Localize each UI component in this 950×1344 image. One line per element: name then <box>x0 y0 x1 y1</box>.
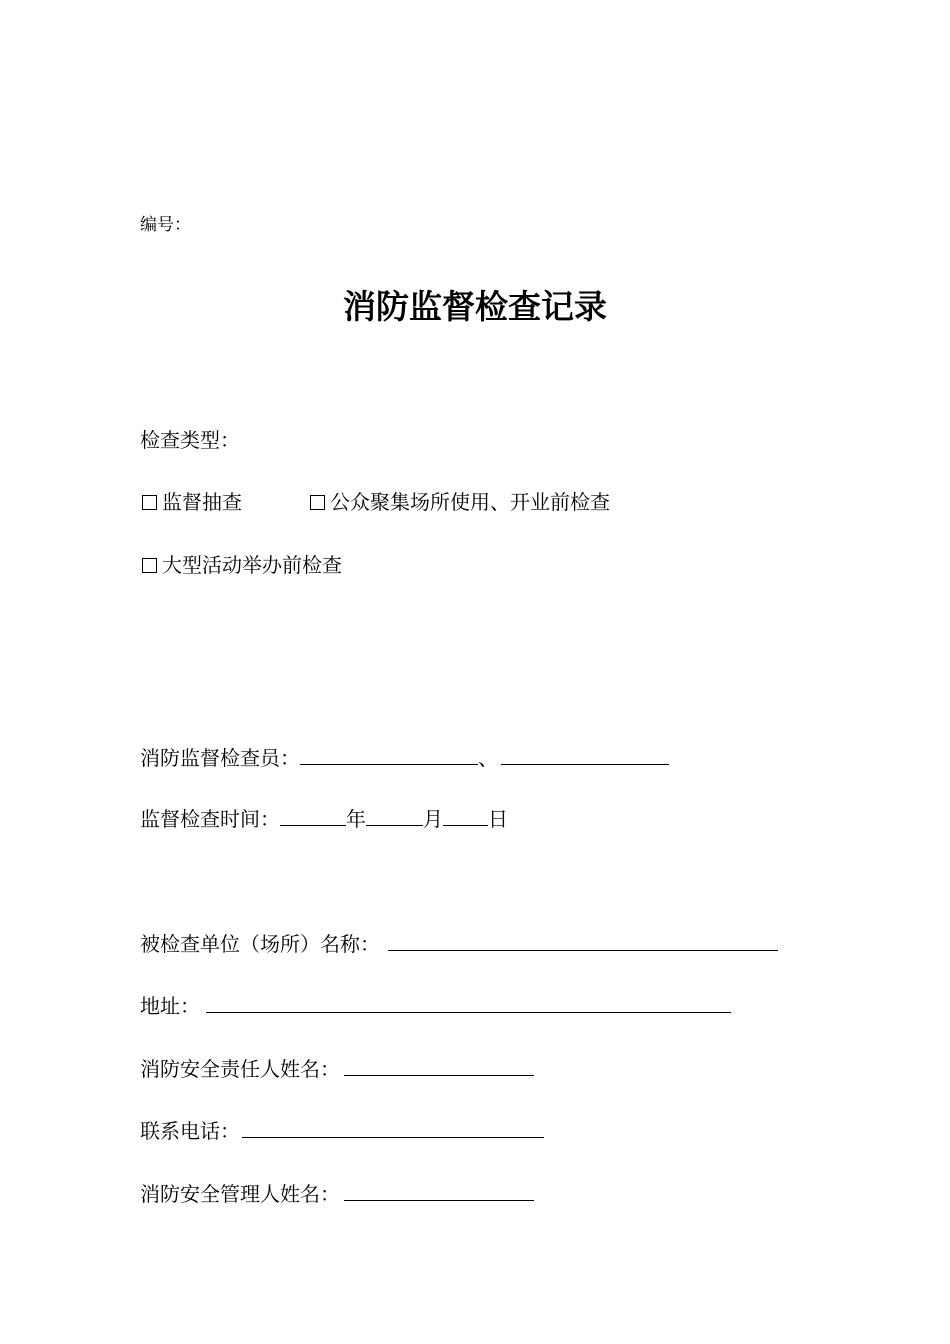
safety-manager-label: 消防安全管理人姓名： <box>140 1182 340 1206</box>
safety-manager-row <box>140 1180 534 1206</box>
phone-label: 联系电话： <box>140 1119 240 1143</box>
safety-responsible-label: 消防安全责任人姓名： <box>140 1057 340 1081</box>
inspectors-separator: 、 <box>478 746 498 770</box>
month-field[interactable] <box>366 805 423 826</box>
unit-name-field[interactable] <box>388 930 778 951</box>
day-label: 日 <box>488 807 508 831</box>
serial-number-label: 编号： <box>140 215 191 235</box>
safety-responsible-field[interactable] <box>344 1055 534 1076</box>
option-supervision-spot-check[interactable] <box>142 490 242 514</box>
address-row <box>140 992 731 1018</box>
address-field[interactable] <box>206 992 731 1013</box>
inspection-time-row <box>140 805 508 831</box>
option-public-venue-pre-opening[interactable] <box>310 490 610 514</box>
checkbox-icon[interactable] <box>310 495 325 510</box>
checkbox-icon[interactable] <box>142 495 157 510</box>
document-title: 消防监督检查记录 <box>343 287 607 326</box>
safety-manager-field[interactable] <box>344 1180 534 1201</box>
inspection-time-label: 监督检查时间： <box>140 807 280 831</box>
phone-field[interactable] <box>242 1117 544 1138</box>
inspector-2-field[interactable] <box>501 744 669 765</box>
unit-name-label: 被检查单位（场所）名称： <box>140 932 380 956</box>
safety-responsible-row <box>140 1055 534 1081</box>
inspectors-label: 消防监督检查员： <box>140 746 300 770</box>
option-label: 公众聚集场所使用、开业前检查 <box>330 490 610 514</box>
inspectors-row <box>140 744 669 770</box>
day-field[interactable] <box>443 805 488 826</box>
inspection-type-label: 检查类型： <box>140 428 240 452</box>
checkbox-icon[interactable] <box>142 558 157 573</box>
address-label: 地址： <box>140 994 200 1018</box>
year-field[interactable] <box>280 805 346 826</box>
phone-row <box>140 1117 544 1143</box>
option-label: 大型活动举办前检查 <box>162 553 342 577</box>
month-label: 月 <box>423 807 443 831</box>
inspector-1-field[interactable] <box>300 744 478 765</box>
unit-name-row <box>140 930 778 956</box>
option-label: 监督抽查 <box>162 490 242 514</box>
option-large-event-pre-check[interactable] <box>142 553 342 577</box>
year-label: 年 <box>346 807 366 831</box>
